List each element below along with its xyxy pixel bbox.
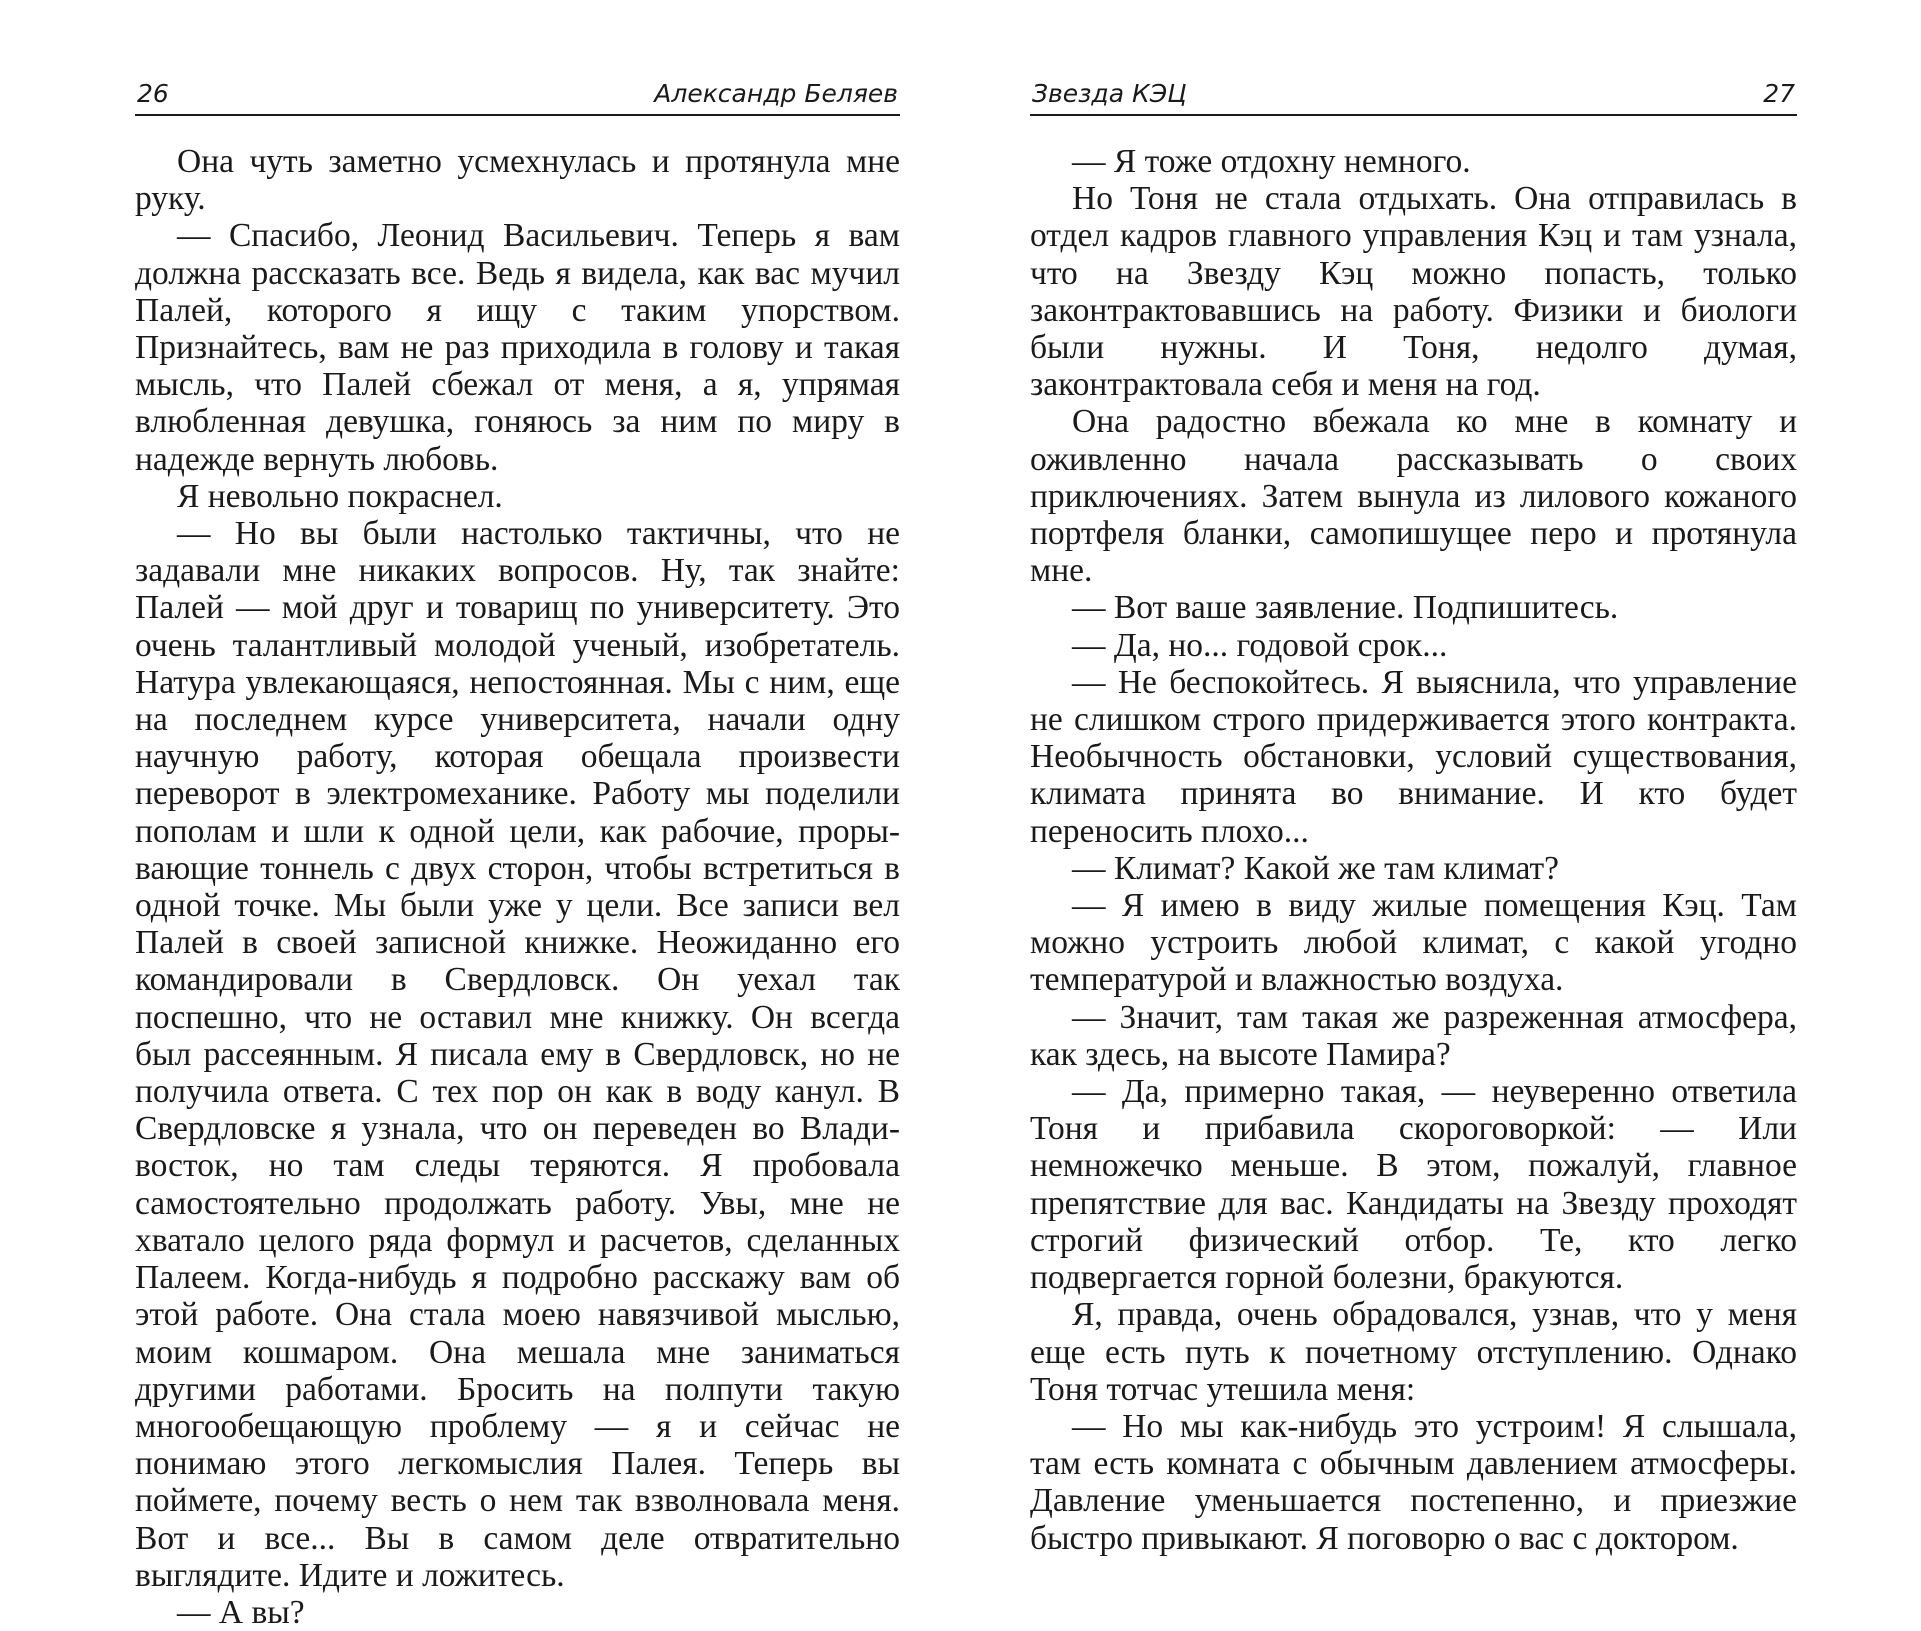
paragraph: Я, правда, очень обрадовался, узнав, что у меня еще есть путь к почетному отступлению. Однако Тоня тотчас утешила меня: <box>1030 1296 1797 1408</box>
paragraph: — Я имею в виду жилые помещения Кэц. Там можно устроить любой климат, с какой угодно температурой и влажностью воздуха. <box>1030 887 1797 999</box>
paragraph: — Да, примерно такая, — неуверенно ответила Тоня и прибавила скороговоркой: — Или немножечко меньше. В этом, пожалуй, главное препятствие для вас. Кандидаты на Звезду проходят строгий физический отбор. Те, кто легко подвергается горной болезни, бракуются. <box>1030 1073 1797 1297</box>
paragraph: — Вот ваше заявление. Подпишитесь. <box>1072 589 1619 627</box>
paragraph: — Климат? Какой же там климат? <box>1072 849 1559 887</box>
paragraph: — А вы? <box>177 1593 305 1631</box>
title-header: Звезда КЭЦ <box>1032 79 1187 108</box>
paragraph: — Но вы были настолько тактичны, что не задавали мне никаких вопросов. Ну, так знайте: Палей — мой друг и товарищ по университету. Это очень талантливый молодой ученый, изобретатель. Натура увлекающаяся, непостоянная. Мы с ним, еще на последнем курсе университета, начали одну научную работу, которая обещала произвести переворот в электромеханике. Работу мы поделили пополам и шли к одной цели, как рабочие, прорывающие тоннель с двух сторон, чтобы встретиться в одной точке. Мы были уже у цели. Все записи вел Палей в своей записной книжке. Неожиданно его командировали в Свердловск. Он уехал так поспешно, что не оставил мне книжку. Он всегда был рассеянным. Я писала ему в Свердловск, но не получила ответа. С тех пор он как в воду канул. В Свердловске я узнала, что он переведен во Владивосток, но там следы теряются. Я пробовала самостоятельно продолжать работу. Увы, мне не хватало целого ряда формул и расчетов, сделанных Палеем. Когда-нибудь я подробно расскажу вам об этой работе. Она стала моею навязчивой мыслью, моим кошмаром. Она мешала мне заниматься другими работами. Бросить на полпути такую многообещающую проблему — я и сейчас не понимаю этого легкомыслия Палея. Теперь вы поймете, почему весть о нем так взволновала меня. Вот и все... Вы в самом деле отвратительно выглядите. Идите и ложитесь. <box>135 515 900 1594</box>
right-page-text <box>1030 143 1797 1557</box>
paragraph: — Но мы как-нибудь это устроим! Я слышала, там есть комната с обычным давлением атмосферы. Давление уменьшается постепенно, и приезжие быстро привыкают. Я поговорю о вас с доктором. <box>1030 1407 1797 1557</box>
page-number-right: 27 <box>1763 79 1795 108</box>
page-number-left: 26 <box>137 79 169 108</box>
paragraph: — Я тоже отдохну немного. <box>1072 143 1471 180</box>
right-page <box>1030 0 1797 1580</box>
paragraph: Но Тоня не стала отдыхать. Она отправилась в отдел кадров главного управления Кэц и там узнала, что на Звезду Кэц можно попасть, только законтрактовавшись на работу. Физики и биологи были нужны. И Тоня, недолго думая, законтрактовала себя и меня на год. <box>1030 180 1797 404</box>
left-running-head <box>135 74 900 116</box>
left-page <box>135 0 900 1631</box>
paragraph: — Не беспокойтесь. Я выяснила, что управление не слишком строго придерживается этого контракта. Необычность обстановки, условий существования, климата принята во внимание. И кто будет переносить плохо... <box>1030 663 1797 850</box>
paragraph: — Значит, там такая же разреженная атмосфера, как здесь, на высоте Памира? <box>1030 998 1797 1073</box>
paragraph: — Да, но... годовой срок... <box>1072 626 1448 664</box>
paragraph: — Спасибо, Леонид Васильевич. Теперь я вам должна рассказать все. Ведь я видела, как вас мучил Палей, которого я ищу с таким упорством. Признайтесь, вам не раз приходила в голову и такая мысль, что Палей сбежал от меня, а я, упрямая влюбленная девушка, гоняюсь за ним по миру в надежде вернуть любовь. <box>135 217 900 478</box>
paragraph: Я невольно покраснел. <box>177 477 503 515</box>
paragraph: Она чуть заметно усмехнулась и протянула мне руку. <box>135 143 900 218</box>
paragraph: Она радостно вбежала ко мне в комнату и оживленно начала рассказывать о своих приключениях. Затем вынула из лилового кожаного портфеля бланки, самопишущее перо и протянула мне. <box>1030 403 1797 590</box>
author-header: Александр Беляев <box>654 79 898 108</box>
left-page-text <box>135 143 900 1631</box>
right-running-head <box>1030 74 1797 116</box>
